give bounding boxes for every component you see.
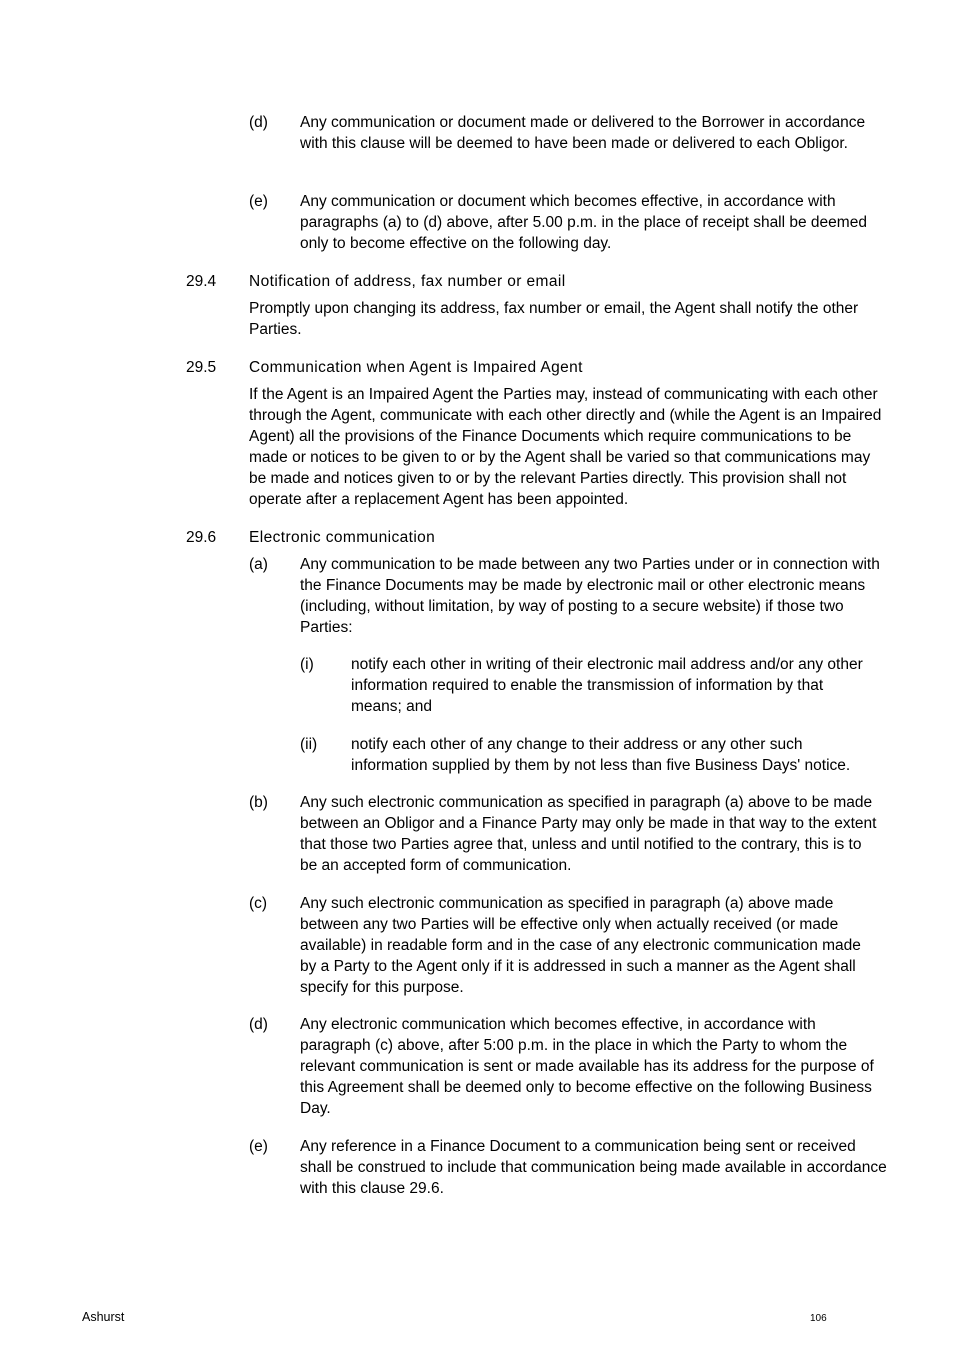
clause-body-29-4: Promptly upon changing its address, fax number or email, the Agent shall notify the other Parties. <box>249 300 859 338</box>
paragraph-label-b: (b) <box>249 794 268 811</box>
clause-heading-29-6: Electronic communication <box>249 529 436 546</box>
item-label-d: (d) <box>249 114 268 131</box>
clause-number-29-5: 29.5 <box>186 359 217 376</box>
paragraph-label-e: (e) <box>249 1138 268 1155</box>
item-text-d: Any communication or document made or delivered to the Borrower in accordance with this clause will be deemed to have been made or delivered to each Obligor. <box>300 114 866 152</box>
paragraph-text-d: Any electronic communication which becomes effective, in accordance with paragraph (c) above, after 5:00 p.m. in the place in which the Party to whom the relevant communication is sent or made available has its address for the purpose of this Agreement shall be deemed only to become effective on the following Business Day. <box>300 1016 874 1117</box>
footer-firm-name: Ashurst <box>82 1310 125 1324</box>
paragraph-text-a: Any communication to be made between any two Parties under or in connection with the Finance Documents may be made by electronic mail or other electronic means (including, without limitation, by way of posting to a secure website) if those two Parties: <box>300 556 880 636</box>
subparagraph-label-i: (i) <box>300 656 314 673</box>
item-label-e: (e) <box>249 193 268 210</box>
clause-number-29-4: 29.4 <box>186 273 217 290</box>
clause-heading-29-5: Communication when Agent is Impaired Agent <box>249 359 583 376</box>
subparagraph-label-ii: (ii) <box>300 736 318 753</box>
page-number: 106 <box>810 1313 827 1324</box>
clause-number-29-6: 29.6 <box>186 529 217 546</box>
paragraph-label-d: (d) <box>249 1016 268 1033</box>
clause-heading-29-4: Notification of address, fax number or email <box>249 273 566 290</box>
paragraph-text-e: Any reference in a Finance Document to a communication being sent or received shall be construed to include that communication being made available in accordance with this clause 29.6. <box>300 1138 887 1197</box>
subparagraph-text-i: notify each other in writing of their electronic mail address and/or any other information required to enable the transmission of information by that means; and <box>351 656 863 715</box>
item-text-e: Any communication or document which becomes effective, in accordance with paragraphs (a) to (d) above, after 5.00 p.m. in the place of receipt shall be deemed only to become effective on the following day. <box>300 193 867 252</box>
clause-body-29-5: If the Agent is an Impaired Agent the Parties may, instead of communicating with each other through the Agent, communicate with each other directly and (while the Agent is an Impaired Agent) all the provisions of the Finance Documents which require communications to be made or notices to be given to or by the Agent shall be varied so that communications may be made and notices given to or by the relevant Parties directly. This provision shall not operate after a replacement Agent has been appointed. <box>249 386 882 508</box>
paragraph-label-a: (a) <box>249 556 268 573</box>
subparagraph-text-ii: notify each other of any change to their address or any other such information supplied by them by not less than five Business Days' notice. <box>351 736 851 774</box>
paragraph-text-c: Any such electronic communication as specified in paragraph (a) above made between any two Parties will be effective only when actually received (or made available) in readable form and in the case of any electronic communication made by a Party to the Agent only if it is addressed in such a manner as the Agent shall specify for this purpose. <box>300 895 861 996</box>
paragraph-label-c: (c) <box>249 895 268 912</box>
paragraph-text-b: Any such electronic communication as specified in paragraph (a) above to be made between an Obligor and a Finance Party may only be made in that way to the extent that those two Parties agree that, unless and until notified to the contrary, this is to be an accepted form of communication. <box>300 794 877 874</box>
